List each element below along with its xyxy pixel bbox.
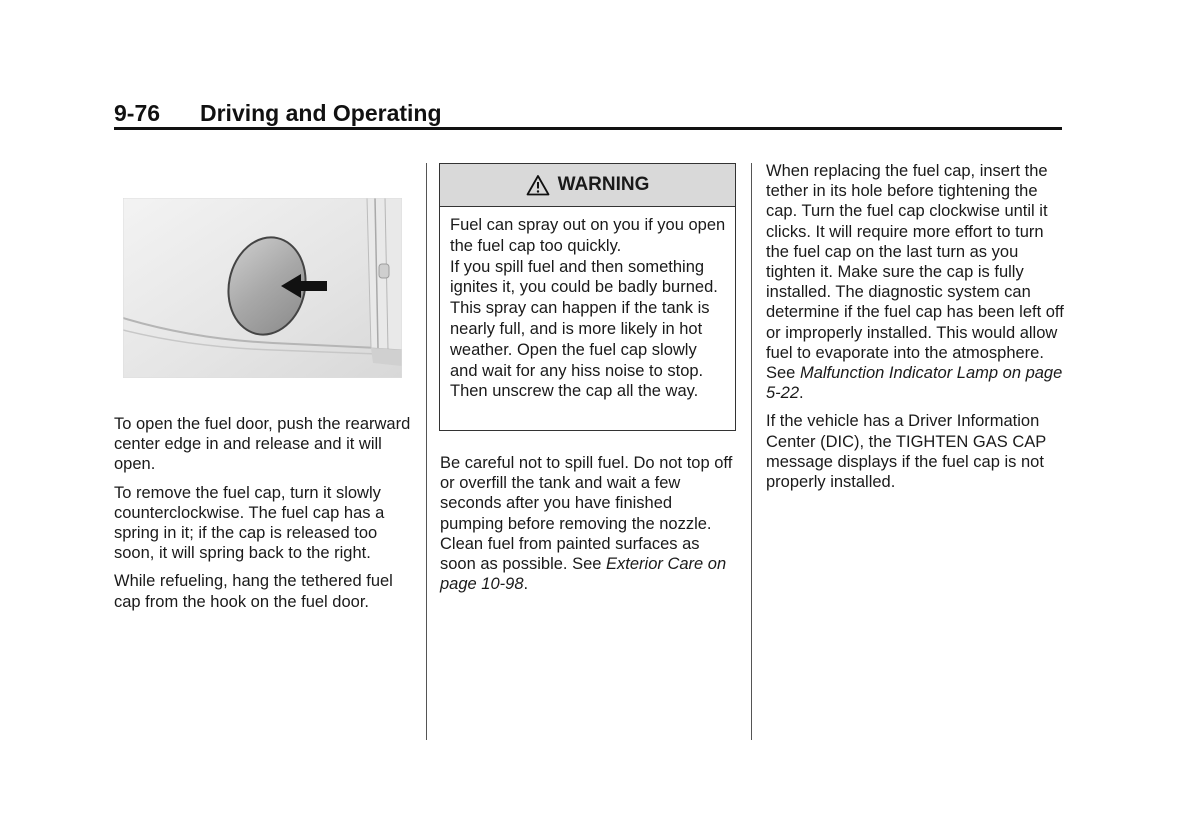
paragraph-open-fuel-door: To open the fuel door, push the rearward center edge in and release and it will open. (114, 415, 411, 474)
warning-title: WARNING (557, 174, 650, 195)
paragraph-spill-fuel (440, 453, 738, 594)
replace-cap-text: When replacing the fuel cap, insert the tether in its hole before tightening the cap. Turn the fuel cap clockwise until it clicks. It will require more effort to turn the fuel cap on the last turn as you tighten it. Make sure the cap is fully installed. The diagnostic system can determine if the fuel cap has been left off or improperly installed. This would allow fuel to evaporate into the atmosphere. See (766, 162, 1064, 383)
page-number: 9-76 (114, 100, 161, 126)
header-rule (114, 127, 1062, 130)
paragraph-replace-fuel-cap (766, 161, 1066, 403)
exterior-care-reference: Exterior Care on page 10-98 (440, 555, 727, 594)
spill-fuel-text: Be careful not to spill fuel. Do not top off or overfill the tank and wait a few seconds after you have finished pumping before removing the nozzle. Clean fuel from painted surfaces as soon as possible. See (440, 454, 733, 574)
section-title: Driving and Operating (200, 100, 442, 126)
warning-header (440, 164, 735, 207)
warning-text-1: Fuel can spray out on you if you open the fuel cap too quickly. (450, 216, 726, 255)
warning-triangle-icon (526, 174, 550, 196)
warning-body (440, 207, 735, 402)
warning-box (439, 163, 736, 431)
page-header (114, 100, 1062, 127)
malfunction-lamp-reference: Malfunction Indicator Lamp on page 5-22 (766, 364, 1063, 403)
column-divider-1 (426, 163, 427, 740)
column-divider-2 (751, 163, 752, 740)
replace-cap-text-end: . (799, 384, 804, 403)
column-right (766, 161, 1066, 500)
spill-fuel-text-end: . (523, 575, 529, 594)
paragraph-dic-message: If the vehicle has a Driver Information Center (DIC), the TIGHTEN GAS CAP message displays if the fuel cap is not properly installed. (766, 412, 1046, 492)
paragraph-remove-fuel-cap: To remove the fuel cap, turn it slowly counterclockwise. The fuel cap has a spring in it; if the cap is released too soon, it will spring back to the right. (114, 483, 385, 563)
column-left (114, 414, 414, 620)
column-middle (440, 453, 738, 602)
paragraph-refueling: While refueling, hang the tethered fuel cap from the hook on the fuel door. (114, 572, 393, 611)
warning-text-2: If you spill fuel and then something ignites it, you could be badly burned. This spray can happen if the tank is nearly full, and is more likely in hot weather. Open the fuel cap slowly and wait for any hiss noise to stop. Then unscrew the cap all the way. (450, 257, 718, 401)
fuel-door-illustration (123, 198, 402, 378)
